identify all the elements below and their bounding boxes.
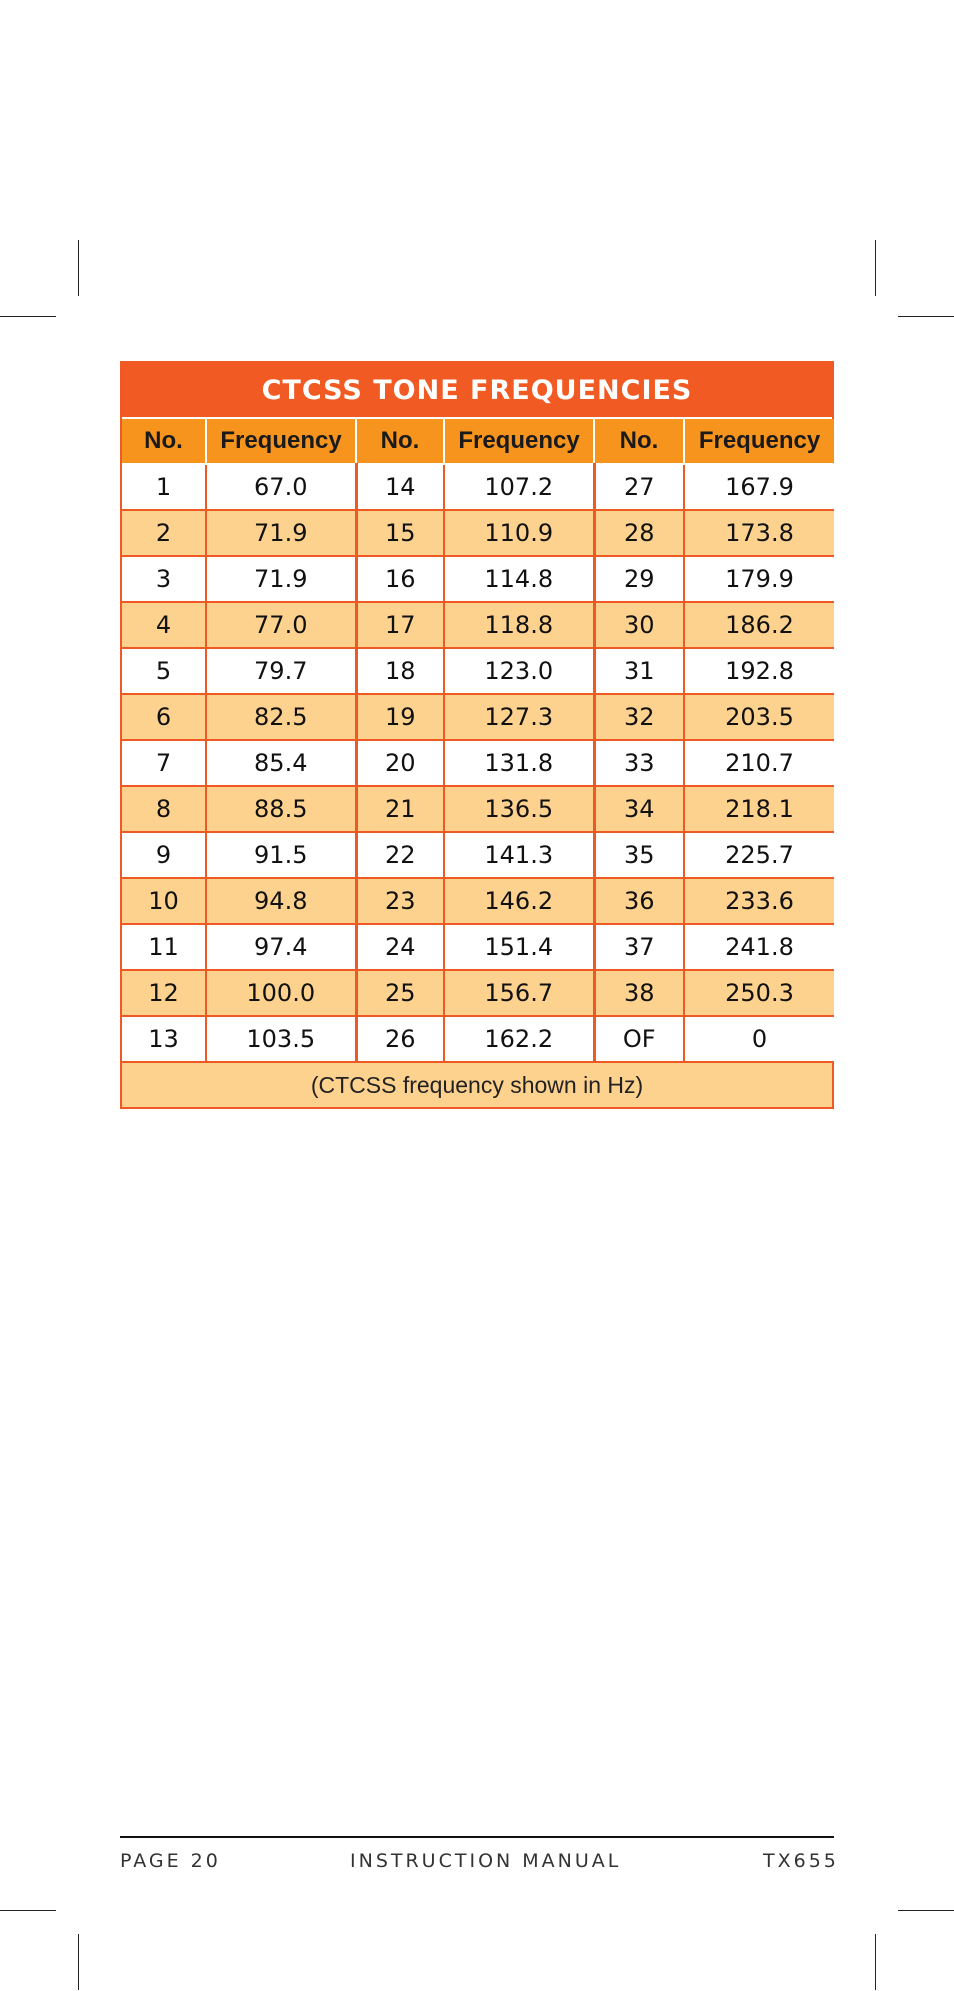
frequency-cell: 100.0 [206, 970, 356, 1016]
footer-title: INSTRUCTION MANUAL [350, 1850, 622, 1872]
tone-number-cell: 20 [356, 740, 444, 786]
frequency-cell: 203.5 [684, 694, 834, 740]
ctcss-table [120, 361, 834, 1109]
frequency-cell: 67.0 [206, 464, 356, 510]
crop-mark-top-left-vertical [78, 240, 79, 296]
tone-number-cell: 8 [122, 786, 206, 832]
table-row [122, 786, 834, 832]
table-row [122, 510, 834, 556]
table-row [122, 878, 834, 924]
crop-mark-bottom-right-vertical [875, 1934, 876, 1990]
frequency-table [122, 419, 834, 1063]
tone-number-cell: 38 [594, 970, 684, 1016]
frequency-cell: 218.1 [684, 786, 834, 832]
table-title: CTCSS TONE FREQUENCIES [122, 363, 832, 419]
table-body [122, 464, 834, 1062]
tone-number-cell: 1 [122, 464, 206, 510]
tone-number-cell: 35 [594, 832, 684, 878]
tone-number-cell: 11 [122, 924, 206, 970]
frequency-cell: 136.5 [444, 786, 594, 832]
frequency-cell: 210.7 [684, 740, 834, 786]
tone-number-cell: 19 [356, 694, 444, 740]
frequency-cell: 85.4 [206, 740, 356, 786]
tone-number-cell: 31 [594, 648, 684, 694]
tone-number-cell: 21 [356, 786, 444, 832]
column-header: Frequency [684, 419, 834, 464]
tone-number-cell: 33 [594, 740, 684, 786]
footer-model: TX655 [763, 1850, 839, 1872]
frequency-cell: 82.5 [206, 694, 356, 740]
column-header: No. [356, 419, 444, 464]
tone-number-cell: 30 [594, 602, 684, 648]
tone-number-cell: OF [594, 1016, 684, 1062]
frequency-cell: 71.9 [206, 510, 356, 556]
tone-number-cell: 37 [594, 924, 684, 970]
frequency-cell: 114.8 [444, 556, 594, 602]
table-footnote: (CTCSS frequency shown in Hz) [122, 1063, 832, 1107]
table-row [122, 648, 834, 694]
crop-mark-bottom-right-horizontal [898, 1910, 954, 1911]
tone-number-cell: 12 [122, 970, 206, 1016]
frequency-cell: 110.9 [444, 510, 594, 556]
frequency-cell: 233.6 [684, 878, 834, 924]
table-row [122, 556, 834, 602]
frequency-cell: 127.3 [444, 694, 594, 740]
tone-number-cell: 13 [122, 1016, 206, 1062]
tone-number-cell: 24 [356, 924, 444, 970]
frequency-cell: 103.5 [206, 1016, 356, 1062]
table-row [122, 832, 834, 878]
frequency-cell: 71.9 [206, 556, 356, 602]
frequency-cell: 123.0 [444, 648, 594, 694]
frequency-cell: 225.7 [684, 832, 834, 878]
crop-mark-top-right-vertical [875, 240, 876, 296]
table-row [122, 602, 834, 648]
column-header: No. [122, 419, 206, 464]
tone-number-cell: 2 [122, 510, 206, 556]
tone-number-cell: 25 [356, 970, 444, 1016]
header-row [122, 419, 834, 464]
frequency-cell: 192.8 [684, 648, 834, 694]
table-row [122, 924, 834, 970]
tone-number-cell: 4 [122, 602, 206, 648]
tone-number-cell: 23 [356, 878, 444, 924]
frequency-cell: 88.5 [206, 786, 356, 832]
frequency-cell: 97.4 [206, 924, 356, 970]
column-header: No. [594, 419, 684, 464]
frequency-cell: 79.7 [206, 648, 356, 694]
tone-number-cell: 3 [122, 556, 206, 602]
frequency-cell: 146.2 [444, 878, 594, 924]
tone-number-cell: 16 [356, 556, 444, 602]
tone-number-cell: 14 [356, 464, 444, 510]
tone-number-cell: 29 [594, 556, 684, 602]
table-row [122, 970, 834, 1016]
table-row [122, 1016, 834, 1062]
frequency-cell: 241.8 [684, 924, 834, 970]
frequency-cell: 91.5 [206, 832, 356, 878]
frequency-cell: 151.4 [444, 924, 594, 970]
frequency-cell: 156.7 [444, 970, 594, 1016]
crop-mark-bottom-left-vertical [78, 1934, 79, 1990]
tone-number-cell: 9 [122, 832, 206, 878]
frequency-cell: 118.8 [444, 602, 594, 648]
frequency-cell: 94.8 [206, 878, 356, 924]
tone-number-cell: 27 [594, 464, 684, 510]
tone-number-cell: 36 [594, 878, 684, 924]
frequency-cell: 0 [684, 1016, 834, 1062]
tone-number-cell: 22 [356, 832, 444, 878]
table-row [122, 464, 834, 510]
tone-number-cell: 17 [356, 602, 444, 648]
footer-rule [120, 1836, 834, 1838]
footer-page-number: PAGE 20 [120, 1850, 221, 1872]
tone-number-cell: 32 [594, 694, 684, 740]
frequency-cell: 179.9 [684, 556, 834, 602]
tone-number-cell: 18 [356, 648, 444, 694]
crop-mark-bottom-left-horizontal [0, 1910, 56, 1911]
frequency-cell: 250.3 [684, 970, 834, 1016]
frequency-cell: 186.2 [684, 602, 834, 648]
frequency-cell: 77.0 [206, 602, 356, 648]
tone-number-cell: 7 [122, 740, 206, 786]
table-row [122, 740, 834, 786]
column-header: Frequency [206, 419, 356, 464]
tone-number-cell: 34 [594, 786, 684, 832]
tone-number-cell: 28 [594, 510, 684, 556]
tone-number-cell: 10 [122, 878, 206, 924]
tone-number-cell: 15 [356, 510, 444, 556]
tone-number-cell: 6 [122, 694, 206, 740]
frequency-cell: 167.9 [684, 464, 834, 510]
tone-number-cell: 5 [122, 648, 206, 694]
tone-number-cell: 26 [356, 1016, 444, 1062]
crop-mark-top-right-horizontal [898, 316, 954, 317]
frequency-cell: 162.2 [444, 1016, 594, 1062]
column-header: Frequency [444, 419, 594, 464]
frequency-cell: 141.3 [444, 832, 594, 878]
frequency-cell: 107.2 [444, 464, 594, 510]
frequency-cell: 131.8 [444, 740, 594, 786]
frequency-cell: 173.8 [684, 510, 834, 556]
crop-mark-top-left-horizontal [0, 316, 56, 317]
table-row [122, 694, 834, 740]
